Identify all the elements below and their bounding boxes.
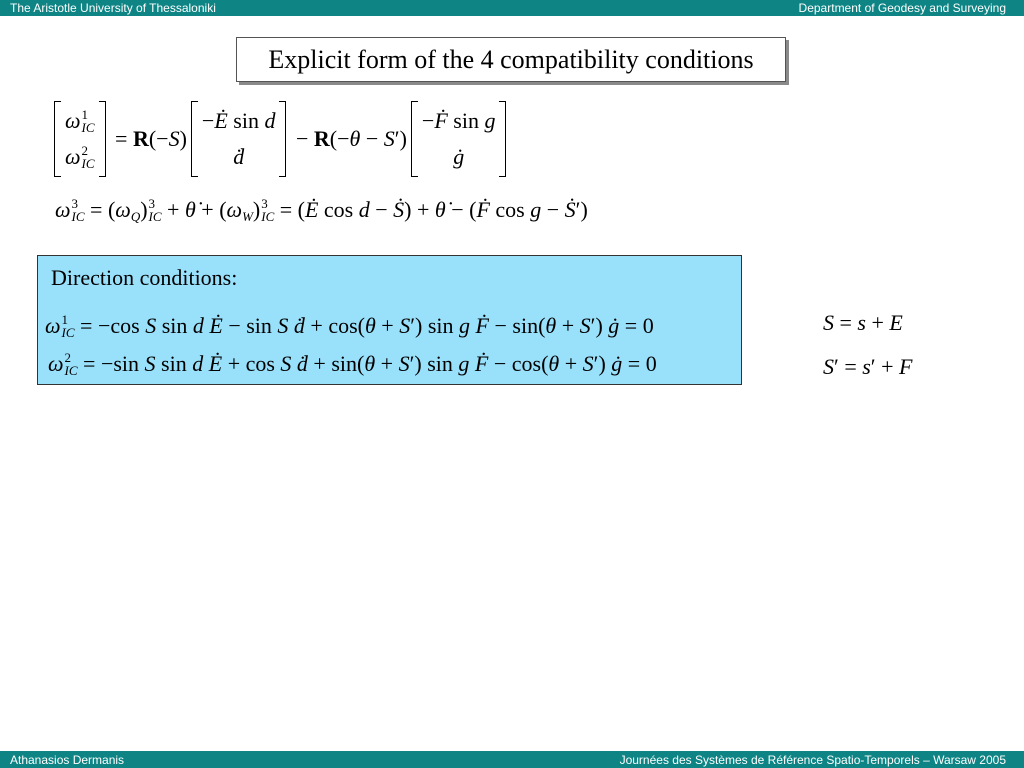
header-department: Department of Geodesy and Surveying — [798, 1, 1006, 15]
matrix-equation: ω 1 IC ω 2 IC = R(−S) − Ė sin d ḋ − R(−θ − S′) − Ḟ sin g ġ — [50, 101, 510, 177]
footer-conference: Journées des Systèmes de Référence Spatio-Temporels – Warsaw 2005 — [619, 753, 1006, 767]
footer-bar — [0, 751, 1024, 768]
direction-equation-2: ω 2 IC = −sin S sin d Ė + cos S ḋ + sin( θ + S ′) sin g Ḟ − cos( θ + S ′) ġ = 0 — [48, 350, 657, 378]
direction-heading: Direction conditions: — [51, 265, 238, 290]
header-bar — [0, 0, 1024, 16]
f-g-vector: − Ḟ sin g ġ — [411, 101, 507, 177]
header-university: The Aristotle University of Thessaloniki — [10, 1, 216, 15]
slide-title: Explicit form of the 4 compatibility conditions — [236, 37, 786, 82]
omega-vector: ω 1 IC ω 2 IC — [54, 101, 106, 177]
side-equation-1: S = s + E — [823, 310, 903, 335]
direction-equation-1: ω 1 IC = −cos S sin d Ė − sin S ḋ + cos( θ + S ′) sin g Ḟ − sin( θ + S ′) ġ = 0 — [45, 312, 654, 340]
footer-author: Athanasios Dermanis — [10, 753, 125, 767]
e-d-vector: − Ė sin d ḋ — [191, 101, 287, 177]
omega3-equation: ω 3 IC = ( ω Q ) 3 IC + θ̇ + ( ω W ) 3 IC = ( Ė cos d − Ṡ ) + θ̇ − ( Ḟ cos g − Ṡ ′) — [55, 196, 588, 224]
side-equation-2: S ′ = s ′ + F — [823, 354, 913, 379]
